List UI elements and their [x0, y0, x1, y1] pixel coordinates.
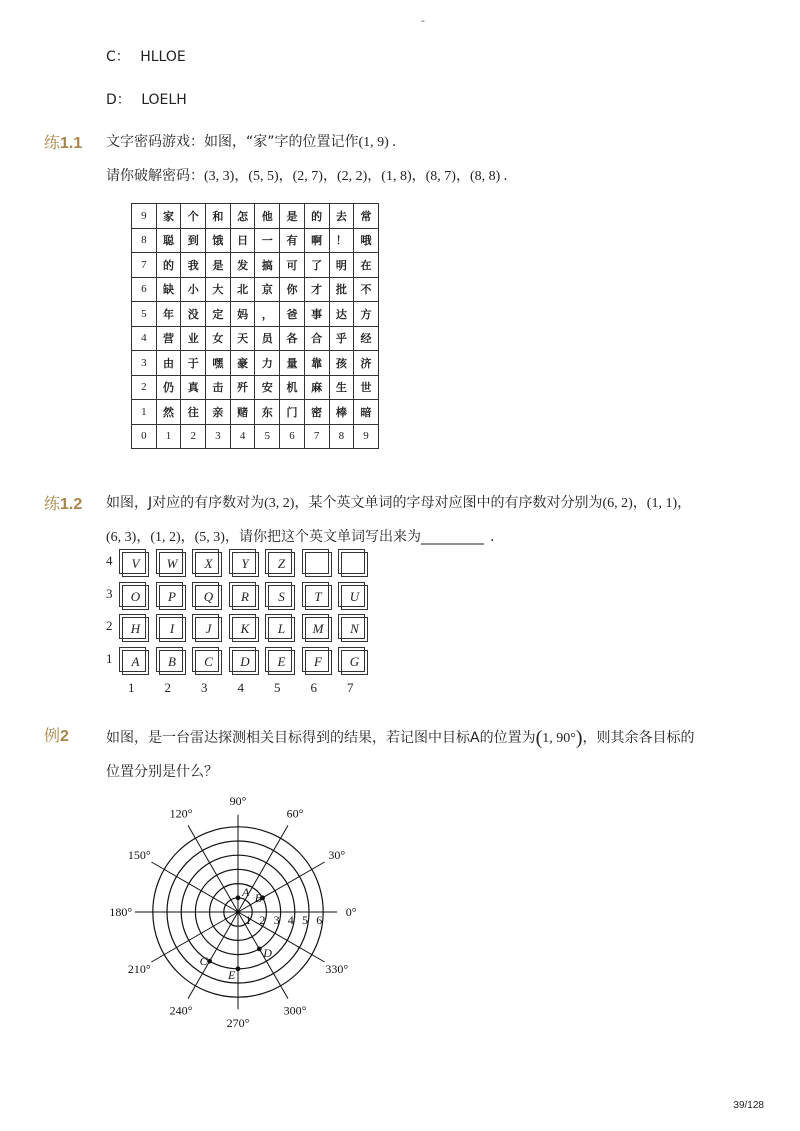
label-number: 1.2 [60, 496, 83, 513]
letter-box [122, 650, 149, 675]
grid-cell: 发 [230, 253, 255, 278]
character-grid [131, 203, 379, 449]
letter-row-label: 3 [106, 585, 113, 601]
grid-cell: 的 [304, 204, 329, 229]
angle-label: 210° [127, 962, 151, 976]
grid-cell: 亲 [206, 400, 231, 425]
letter-box [232, 552, 259, 577]
grid-cell: 妈 [230, 302, 255, 327]
grid-row [132, 277, 379, 302]
coordinate: (1, 9) [358, 135, 389, 150]
letter: J [205, 621, 212, 636]
letter-box [122, 617, 149, 642]
grid-cell: 没 [181, 302, 206, 327]
grid-cell: 经 [354, 326, 379, 351]
grid-cell: 真 [181, 375, 206, 400]
letter: Z [277, 556, 286, 571]
letter-box [305, 552, 332, 577]
target-point [236, 895, 241, 900]
exercise-label-1-1 [44, 130, 82, 153]
grid-x-label: 8 [329, 424, 354, 449]
grid-row [132, 253, 379, 278]
grid-x-axis [132, 424, 379, 449]
letter: G [349, 653, 360, 669]
angle-label: 30° [328, 848, 346, 862]
letter-box [195, 552, 222, 577]
text: 位置分别是什么？ [106, 764, 218, 780]
letter-box [159, 617, 186, 642]
exercise-label-1-2 [44, 491, 82, 514]
grid-cell: 力 [255, 351, 280, 376]
letter-box [305, 585, 332, 610]
ring-label: 4 [287, 913, 294, 927]
exercise-1-2-line1 [106, 492, 691, 512]
grid-y-label: 8 [132, 228, 157, 253]
grid-cell: 东 [255, 400, 280, 425]
letter: U [349, 588, 360, 604]
grid-cell: 明 [329, 253, 354, 278]
ring-label: 3 [273, 913, 280, 927]
option-letter: C： [106, 49, 130, 65]
letter: N [350, 621, 359, 636]
grid-y-label: 6 [132, 277, 157, 302]
letter-box [341, 617, 368, 642]
letter: V [131, 556, 140, 571]
letter: C [204, 653, 213, 669]
letter-box [122, 585, 149, 610]
label-number: 2 [60, 728, 69, 745]
grid-cell: 赌 [230, 400, 255, 425]
letter-col-label: 1 [128, 680, 135, 695]
text: 如图，是一台雷达探测相关目标得到的结果，若记图中目标A的位置为 [106, 730, 536, 746]
ring-label: 6 [316, 913, 323, 927]
coordinate: 1, 90° [542, 731, 576, 746]
grid-y-label: 2 [132, 375, 157, 400]
option-letter: D： [106, 92, 131, 108]
grid-cell: 嘿 [206, 351, 231, 376]
coordinates: (6, 3)，(1, 2)，(5, 3) [106, 530, 225, 545]
grid-cell: 怎 [230, 204, 255, 229]
target-label: B [254, 890, 262, 905]
letter: E [277, 653, 286, 669]
angle-label: 240° [169, 1003, 193, 1018]
target-point [207, 959, 212, 964]
grid-y-label: 5 [132, 302, 157, 327]
letter-box [159, 585, 186, 610]
option-text: HLLOE [140, 49, 186, 65]
grid-cell: 定 [206, 302, 231, 327]
grid-cell: 你 [280, 277, 305, 302]
grid-cell: 批 [329, 277, 354, 302]
grid-cell: 麻 [304, 375, 329, 400]
text: ，则其余各目标的 [582, 730, 695, 746]
text: . [489, 529, 495, 545]
grid-cell: 机 [280, 375, 305, 400]
text: 如图，J对应的有序数对为 [106, 495, 265, 511]
exercise-1-2-line2 [106, 526, 494, 546]
grid-x-label: 5 [255, 424, 280, 449]
letter: T [314, 588, 322, 604]
grid-cell: ， [255, 302, 280, 327]
grid-cell: 可 [280, 253, 305, 278]
grid-row [132, 400, 379, 425]
letter-box [232, 617, 259, 642]
grid-cell: 暗 [354, 400, 379, 425]
letter-col-label: 4 [237, 680, 244, 695]
letter: I [169, 621, 175, 636]
grid-cell: 到 [181, 228, 206, 253]
text: . [503, 168, 508, 184]
letter: W [166, 556, 178, 571]
letter: K [240, 621, 250, 636]
letter-box [195, 650, 222, 675]
letter: B [168, 653, 176, 669]
exercise-1-1-line2 [106, 165, 508, 185]
grid-row [132, 326, 379, 351]
option-d [106, 89, 187, 109]
angle-label: 270° [226, 1016, 250, 1030]
text: 文字密码游戏：如图，“家”字的位置记作 [106, 134, 359, 150]
letter-row-label: 2 [106, 618, 113, 633]
grid-cell: 济 [354, 351, 379, 376]
target-point [236, 966, 241, 971]
grid-x-label: 3 [206, 424, 231, 449]
text: ，请你把这个英文单词写出来为 [224, 529, 421, 545]
letter-box [232, 650, 259, 675]
letter: P [168, 588, 176, 604]
label-prefix: 练 [44, 135, 61, 152]
angle-label: 180° [109, 905, 133, 919]
letter: H [130, 621, 141, 636]
grid-cell: 安 [255, 375, 280, 400]
grid-cell: 搞 [255, 253, 280, 278]
grid-cell: 常 [354, 204, 379, 229]
letter-box [341, 585, 368, 610]
letter-box [305, 650, 332, 675]
grid-cell: 然 [156, 400, 181, 425]
grid-cell: 天 [230, 326, 255, 351]
grid-row [132, 204, 379, 229]
grid-cell: 量 [280, 351, 305, 376]
grid-cell: 有 [280, 228, 305, 253]
grid-row [132, 375, 379, 400]
letter: O [130, 588, 141, 604]
letter-box [268, 585, 295, 610]
letter: M [312, 621, 324, 636]
example-2-line1 [106, 727, 695, 750]
text: ， [677, 495, 692, 511]
grid-cell: 棒 [329, 400, 354, 425]
grid-cell: 不 [354, 277, 379, 302]
letter-box [341, 650, 368, 675]
grid-x-label: 1 [156, 424, 181, 449]
grid-row [132, 228, 379, 253]
target-label: D [263, 945, 272, 960]
grid-cell: 营 [156, 326, 181, 351]
letter-col-label: 7 [347, 680, 354, 695]
grid-x-label: 7 [304, 424, 329, 449]
letter: R [241, 588, 249, 604]
grid-cell: 由 [156, 351, 181, 376]
grid-cell: 的 [156, 253, 181, 278]
letter-box [195, 585, 222, 610]
grid-cell: 往 [181, 400, 206, 425]
letter-row-label: 1 [106, 650, 113, 666]
angle-label: 0° [345, 905, 357, 919]
grid-cell: 缺 [156, 277, 181, 302]
grid-cell: 大 [206, 277, 231, 302]
target-label: C [199, 954, 208, 969]
grid-cell: 生 [329, 375, 354, 400]
letter: Y [241, 556, 249, 571]
letter-col-label: 5 [274, 680, 281, 695]
target-point [257, 946, 262, 951]
letter-box [305, 617, 332, 642]
angle-label: 150° [127, 848, 151, 862]
angle-label: 60° [286, 806, 304, 821]
grid-cell: 歼 [230, 375, 255, 400]
letter: A [131, 653, 140, 669]
grid-cell: 饿 [206, 228, 231, 253]
text: . [391, 134, 397, 150]
letter-box [232, 585, 259, 610]
grid-cell: 一 [255, 228, 280, 253]
grid-row [132, 302, 379, 327]
grid-cell: 家 [156, 204, 181, 229]
grid-x-label: 4 [230, 424, 255, 449]
angle-label: 90° [229, 793, 247, 808]
letter: Q [203, 588, 214, 604]
letter-box [122, 552, 149, 577]
grid-cell: 豪 [230, 351, 255, 376]
letter-col-label: 2 [164, 680, 171, 695]
grid-cell: 了 [304, 253, 329, 278]
letter-box [268, 650, 295, 675]
grid-cell: 击 [206, 375, 231, 400]
example-2-line2 [106, 761, 218, 781]
ring-label: 5 [302, 913, 308, 927]
angle-label: 330° [325, 962, 349, 976]
grid-cell: 我 [181, 253, 206, 278]
paren-right: ) [575, 727, 583, 749]
page-number: 39/128 [733, 1100, 764, 1111]
target-label: E [228, 967, 236, 982]
option-c [106, 46, 186, 66]
grid-cell: 他 [255, 204, 280, 229]
paren-left: ( [535, 727, 543, 749]
target-label: A [242, 884, 250, 899]
grid-cell: 密 [304, 400, 329, 425]
example-label-2 [44, 723, 69, 746]
grid-cell: 是 [206, 253, 231, 278]
grid-cell: 达 [329, 302, 354, 327]
grid-cell: 靠 [304, 351, 329, 376]
letter-col-label: 3 [201, 680, 208, 695]
letter-col-label: 6 [310, 680, 317, 695]
grid-cell: 才 [304, 277, 329, 302]
label-number: 1.1 [60, 135, 83, 152]
grid-cell: 于 [181, 351, 206, 376]
grid-x-label: 9 [354, 424, 379, 449]
letter-box [195, 617, 222, 642]
top-mark: - [421, 14, 425, 27]
grid-cell: 合 [304, 326, 329, 351]
letter: F [314, 653, 322, 669]
letter-box [159, 650, 186, 675]
coordinate: (3, 2) [264, 496, 295, 511]
letter-box [159, 552, 186, 577]
grid-cell: 事 [304, 302, 329, 327]
grid-cell: 门 [280, 400, 305, 425]
grid-cell: 爸 [280, 302, 305, 327]
grid-cell: 乎 [329, 326, 354, 351]
grid-cell: 在 [354, 253, 379, 278]
grid-cell: 方 [354, 302, 379, 327]
grid-cell: 啊 [304, 228, 329, 253]
grid-cell: 业 [181, 326, 206, 351]
grid-cell: 聪 [156, 228, 181, 253]
grid-x-label: 2 [181, 424, 206, 449]
letter-row-label: 4 [106, 553, 113, 568]
grid-x-label: 0 [132, 424, 157, 449]
grid-cell: 员 [255, 326, 280, 351]
label-prefix: 例 [44, 728, 61, 745]
coordinates: (3, 3)，(5, 5)，(2, 7)，(2, 2)，(1, 8)，(8, 7)，(8, 8) [204, 169, 501, 184]
grid-cell: 哦 [354, 228, 379, 253]
grid-cell: 京 [255, 277, 280, 302]
grid-cell: 北 [230, 277, 255, 302]
grid-y-label: 4 [132, 326, 157, 351]
grid-cell: 世 [354, 375, 379, 400]
grid-cell: 女 [206, 326, 231, 351]
grid-row [132, 351, 379, 376]
letter-box [341, 552, 368, 577]
letter: S [278, 588, 285, 604]
grid-x-label: 6 [280, 424, 305, 449]
angle-label: 120° [169, 806, 193, 821]
grid-cell: 个 [181, 204, 206, 229]
label-prefix: 练 [44, 496, 61, 513]
letter: D [240, 653, 250, 669]
grid-cell: ！ [329, 228, 354, 253]
text: 请你破解密码： [106, 168, 204, 184]
grid-cell: 仍 [156, 375, 181, 400]
letter: L [277, 621, 286, 636]
grid-y-label: 7 [132, 253, 157, 278]
grid-cell: 孩 [329, 351, 354, 376]
coordinates: (6, 2)，(1, 1) [602, 496, 678, 511]
radar-diagram [95, 780, 395, 1030]
grid-cell: 年 [156, 302, 181, 327]
grid-cell: 日 [230, 228, 255, 253]
ring-label: 1 [245, 913, 252, 927]
angle-label: 300° [283, 1003, 307, 1018]
letter: X [204, 556, 213, 571]
exercise-1-1-line1 [106, 131, 396, 151]
answer-blank: _________ [420, 529, 484, 545]
text: ，某个英文单词的字母对应图中的有序数对分别为 [294, 495, 603, 511]
option-text: LOELH [141, 92, 187, 108]
grid-cell: 是 [280, 204, 305, 229]
grid-y-label: 3 [132, 351, 157, 376]
letter-box [268, 617, 295, 642]
grid-cell: 小 [181, 277, 206, 302]
grid-cell: 和 [206, 204, 231, 229]
grid-y-label: 9 [132, 204, 157, 229]
grid-cell: 去 [329, 204, 354, 229]
ring-label: 2 [259, 913, 266, 927]
grid-cell: 各 [280, 326, 305, 351]
letter-box [268, 552, 295, 577]
grid-y-label: 1 [132, 400, 157, 425]
